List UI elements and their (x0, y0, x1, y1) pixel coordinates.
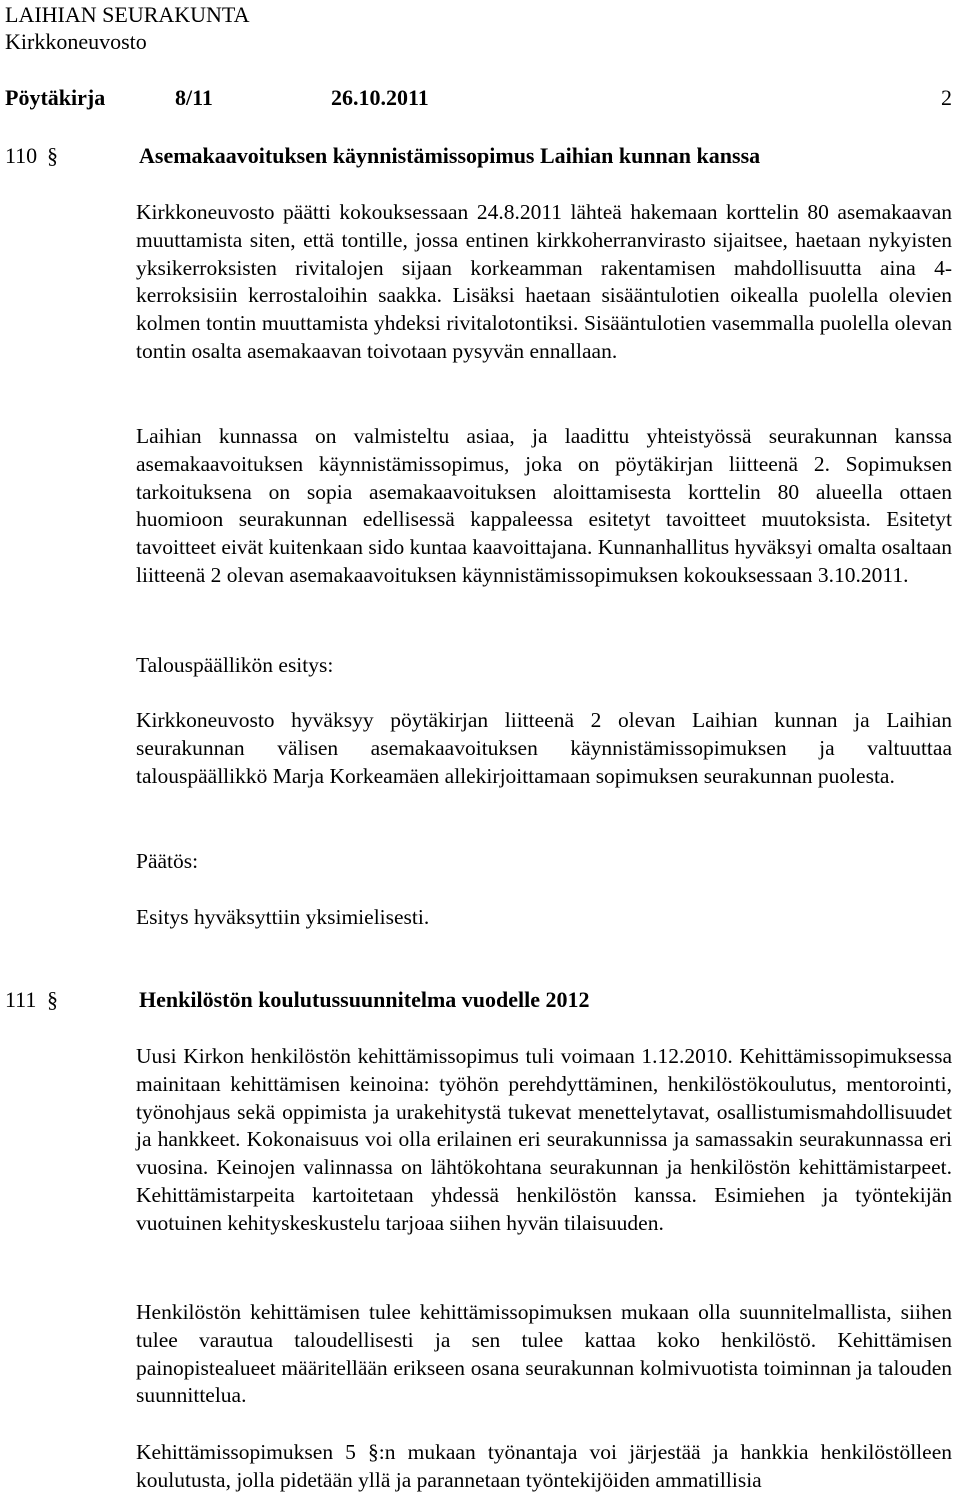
section-heading-110 (5, 143, 955, 173)
section-111-paragraph-1: Uusi Kirkon henkilöstön kehittämissopimus tuli voimaan 1.12.2010. Kehittämissopimuksessa mainitaan kehittämisen keinoina: työhön perehdyttäminen, henkilöstökoulutus, mentorointi, työnohjaus sekä oppimista ja urakehitystä tukevat menettelytavat, osallistumismahdollisuudet ja hankkeet. Kokonaisuus voi olla erilainen eri seurakunnissa ja samassakin seurakunnassa eri vuosina. Keinojen valinnassa on lähtökohtana seurakunnan ja henkilöstön kehittämistarpeet. Kehittämistarpeita kartoitetaan yhdessä henkilöstön kanssa. Esimiehen ja työntekijän vuotuinen kehityskeskustelu tarjoaa siihen hyvän tilaisuuden. (136, 1044, 952, 1235)
section-number: 110 (5, 143, 38, 168)
section-title: Asemakaavoituksen käynnistämissopimus Laihian kunnan kanssa (139, 143, 761, 168)
section-symbol: § (47, 987, 58, 1012)
document-number: 8/11 (175, 85, 213, 110)
section-title: Henkilöstön koulutussuunnitelma vuodelle 2012 (139, 987, 590, 1012)
proposal-label: Talouspäällikön esitys: (136, 653, 334, 677)
meeting-date: 26.10.2011 (331, 85, 429, 110)
proposal-text: Kirkkoneuvosto hyväksyy pöytäkirjan liitteenä 2 olevan Laihian kunnan ja Laihian seurakunnan välisen asemakaavoituksen käynnistämissopimuksen ja valtuuttaa talouspäällikkö Marja Korkeamäen allekirjoittamaan sopimuksen seurakunnan puolesta. (136, 708, 952, 788)
decision-text: Esitys hyväksyttiin yksimielisesti. (136, 905, 430, 929)
section-111-paragraph-2: Henkilöstön kehittämisen tulee kehittämissopimuksen mukaan olla suunnitelmallista, siihen tulee varautua taloudellisesti ja sen tulee kattaa koko henkilöstö. Kehittämisen painopistealueet määritellään erikseen osana seurakunnan kolmivuotista toiminnan ja talouden suunnittelua. (136, 1300, 952, 1408)
meeting-body: Kirkkoneuvosto (5, 29, 147, 54)
section-111-paragraph-3: Kehittämissopimuksen 5 §:n mukaan työnantaja voi järjestää ja hankkia henkilöstölleen koulutusta, jolla pidetään yllä ja parannetaan työntekijöiden ammatillisia (136, 1440, 952, 1492)
document-type: Pöytäkirja (5, 85, 106, 110)
section-symbol: § (47, 143, 58, 168)
section-heading-111 (5, 987, 955, 1017)
section-110-paragraph-1: Kirkkoneuvosto päätti kokouksessaan 24.8.2011 lähteä hakemaan korttelin 80 asemakaavan muuttamista siten, että tontille, jossa entinen kirkkoherranvirasto sijaitsee, haetaan nykyisten yksikerroksisten rivitalojen sijaan korkeamman rakentamisen mahdollisuutta aina 4-kerroksisiin kerrostaloihin saakka. Lisäksi haetaan sisääntulotien oikealla puolella olevien kolmen tontin muuttamista yhdeksi rivitalotontiksi. Sisääntulotien vasemmalla puolella olevan tontin osalta asemakaavan toivotaan pysyvän ennallaan. (136, 200, 952, 363)
section-number: 111 (5, 987, 37, 1012)
decision-label: Päätös: (136, 849, 199, 873)
section-110-paragraph-2: Laihian kunnassa on valmisteltu asiaa, ja laadittu yhteistyössä seurakunnan kanssa asemakaavoituksen käynnistämissopimus, joka on pöytäkirjan liitteenä 2. Sopimuksen tarkoituksena on sopia asemakaavoituksen aloittamisesta korttelin 80 alueella ottaen huomioon seurakunnan edellisessä kappaleessa esitetyt tavoitteet muutoksista. Esitetyt tavoitteet eivät kuitenkaan sido kuntaa kaavoittajana. Kunnanhallitus hyväksyi omalta osaltaan liitteenä 2 olevan asemakaavoituksen käynnistämissopimuksen kokouksessaan 3.10.2011. (136, 424, 952, 587)
page-number: 2 (941, 85, 952, 110)
document-meta (5, 85, 955, 113)
organization-name: LAIHIAN SEURAKUNTA (5, 2, 250, 27)
